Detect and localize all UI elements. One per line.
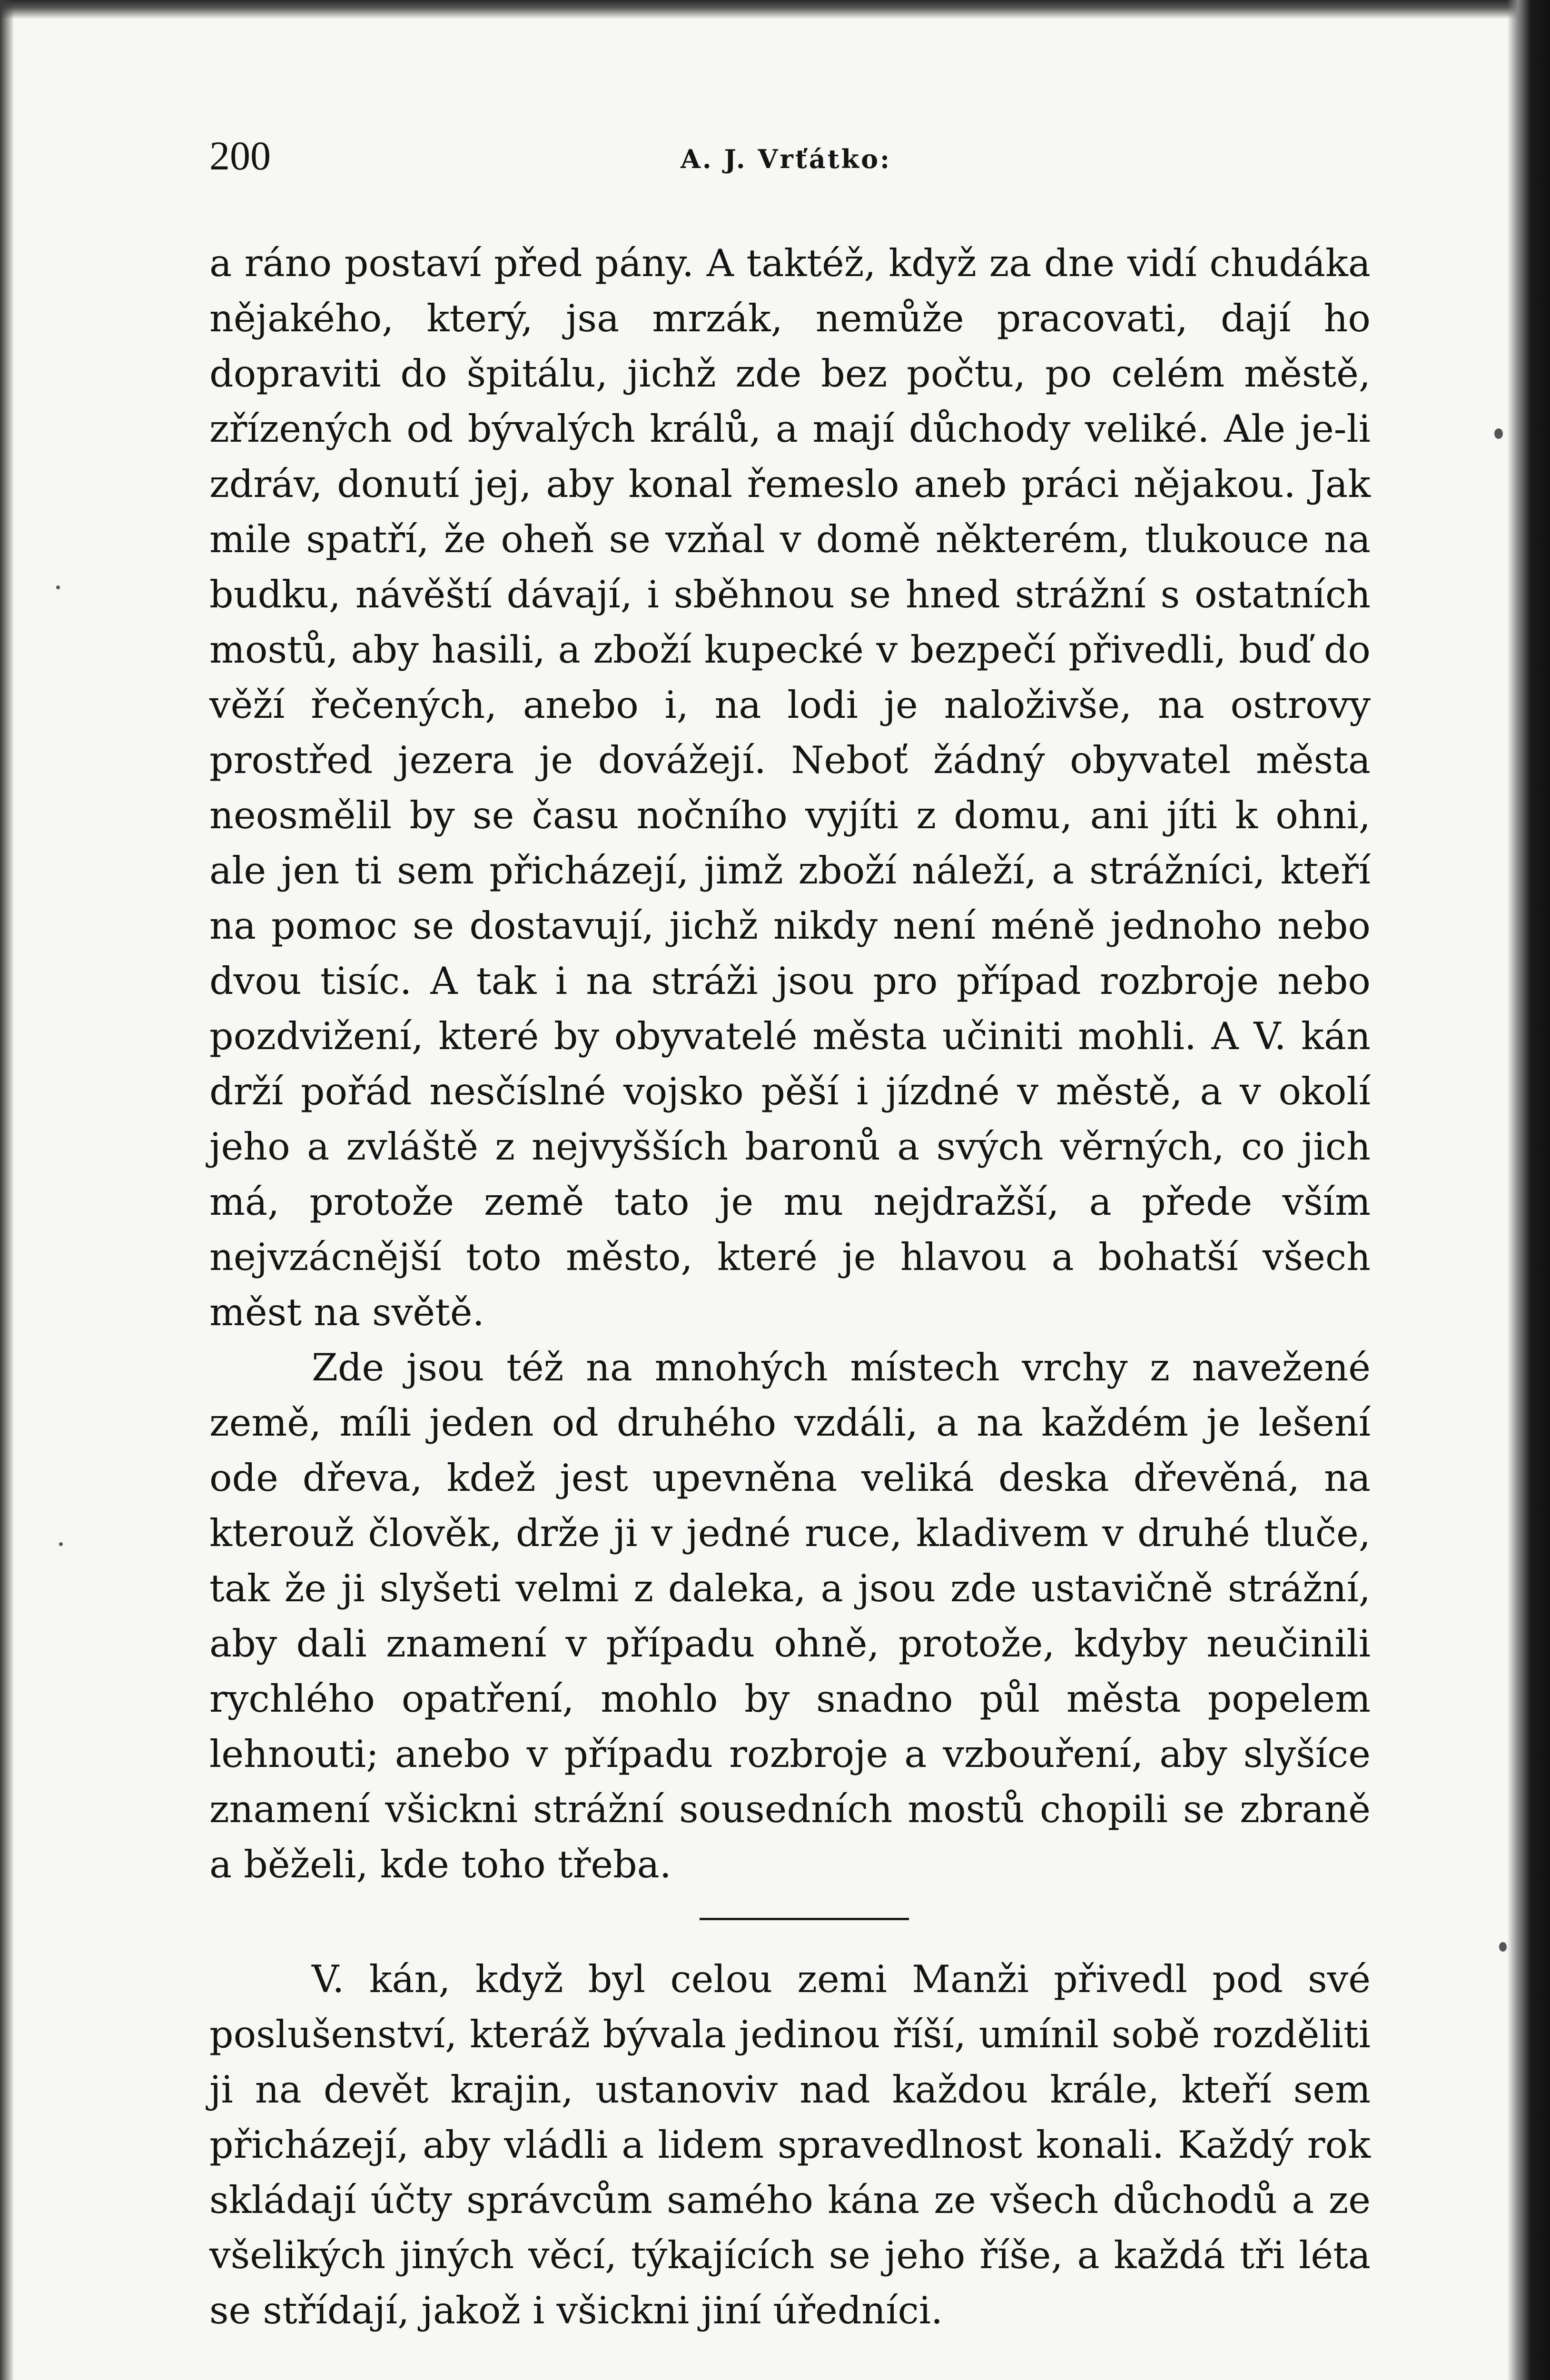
scan-right-shadow — [1507, 0, 1550, 2380]
scan-top-shadow — [0, 0, 1550, 19]
scan-speck — [1494, 428, 1503, 439]
scan-speck — [1499, 1942, 1507, 1952]
paragraph-3: V. kán, když byl celou zemi Manži přivedl pod své poslušenství, kteráž bývala jedinou říší, umínil sobě rozděliti ji na devět krajin, ustanoviv nad každou krále, kteří sem přicházejí, aby vládli a lidem spravedlnost konali. Každý rok skládají účty správcům samého kána ze všech důchodů a ze všelikých jiných věcí, týkajících se jeho říše, a každá tři léta se střídají, jakož i všickni jiní úředníci. — [209, 1957, 1371, 2332]
paragraph-1: a ráno postaví před pány. A taktéž, když za dne vidí chudáka nějakého, který, jsa mrzák, nemůže pracovati, dají ho dopraviti do špitálu, jichž zde bez počtu, po celém městě, zřízených od bývalých králů, a mají důchody veliké. Ale je-li zdráv, donutí jej, aby konal řemeslo aneb práci nějakou. Jak mile spatří, že oheň se vzňal v domě některém, tlukouce na budku, návěští dávají, i sběhnou se hned strážní s ostatních mostů, aby hasili, a zboží kupecké v bezpečí přivedli, buď do věží řečených, anebo i, na lodi je naloživše, na ostrovy prostřed jezera je dovážejí. Neboť žádný obyvatel města neosmělil by se času nočního vyjíti z domu, ani jíti k ohni, ale jen ti sem přicházejí, jimž zboží náleží, a strážníci, kteří na pomoc se dostavují, jichž nikdy není méně jednoho nebo dvou tisíc. A tak i na stráži jsou pro případ rozbroje nebo pozdvižení, které by obyvatelé města učiniti mohli. A V. kán drží pořád nesčíslné vojsko pěší i jízdné v městě, a v okolí jeho a zvláště z nejvyšších baronů a svých věrných, co jich má, protože země tato je mu nejdražší, a přede vším nejvzácnější toto město, které je hlavou a bohatší všech měst na světě. — [209, 241, 1371, 1334]
page-number: 200 — [209, 133, 271, 178]
scan-speck — [59, 1542, 63, 1546]
page-header — [209, 129, 1371, 190]
section-divider — [700, 1918, 909, 1920]
body-text — [209, 236, 1371, 2338]
book-page — [209, 129, 1371, 2338]
scan-speck — [56, 585, 60, 589]
running-head: A. J. Vrťátko: — [681, 144, 892, 174]
paragraph-2: Zde jsou též na mnohých místech vrchy z navežené země, míli jeden od druhého vzdáli, a na každém je lešení ode dřeva, kdež jest upevněna veliká deska dřevěná, na kterouž člověk, drže ji v jedné ruce, kladivem v druhé tluče, tak že ji slyšeti velmi z daleka, a jsou zde ustavičně strážní, aby dali znamení v případu ohně, protože, kdyby neučinili rychlého opatření, mohlo by snadno půl města popelem lehnouti; anebo v případu rozbroje a vzbouření, aby slyšíce znamení všickni strážní sousedních mostů chopili se zbraně a běželi, kde toho třeba. — [209, 1346, 1371, 1886]
scan-left-shadow — [0, 0, 14, 2380]
